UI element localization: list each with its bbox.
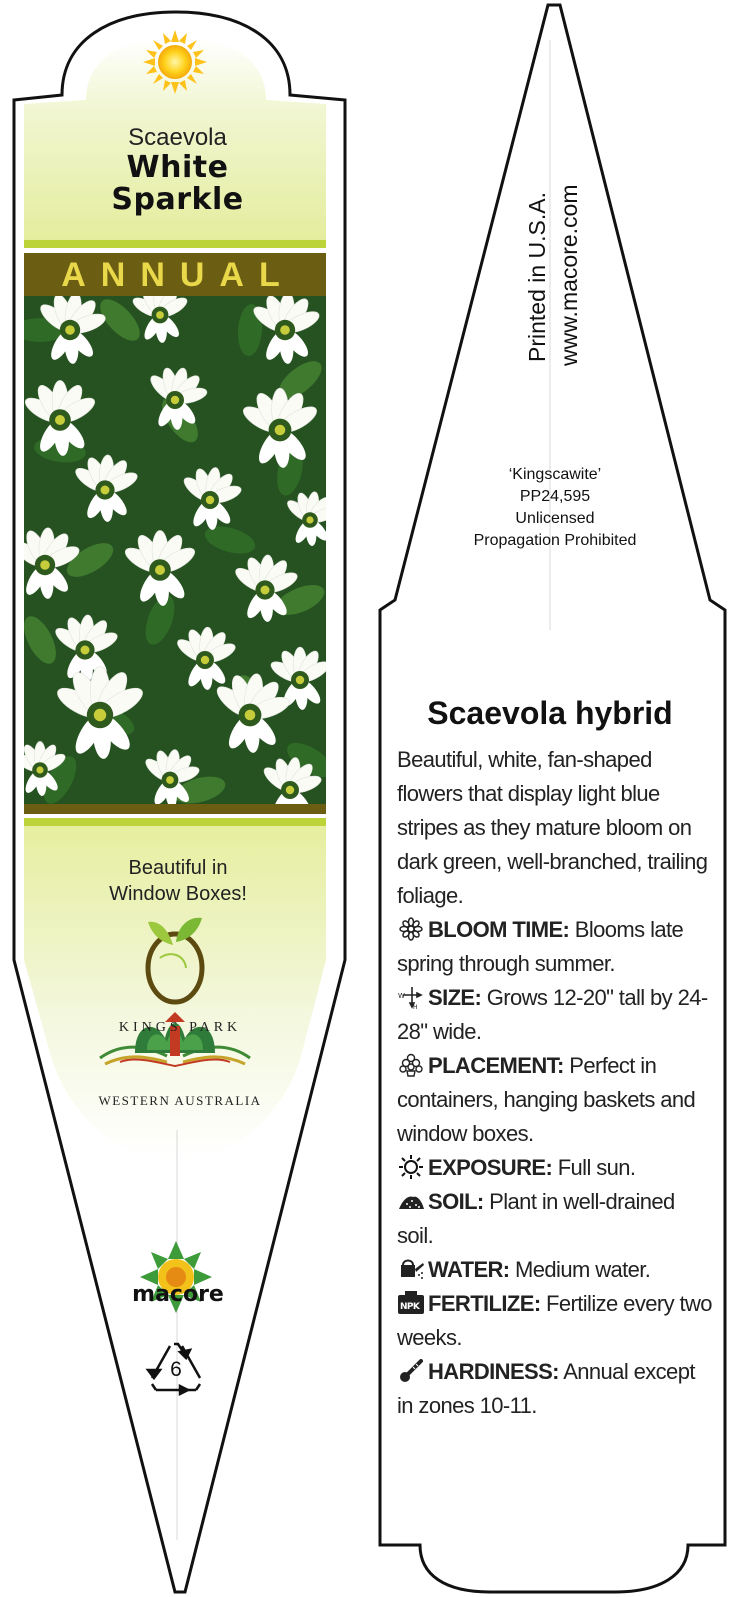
cultivar-line-2: Sparkle [111,182,244,217]
tagline-line-2: Window Boxes! [109,883,247,905]
care-text: Full sun. [552,1155,636,1180]
care-label: HARDINESS: [428,1359,559,1384]
legal-notice [430,464,680,552]
category-label: ANNUAL [61,256,295,294]
care-item-exposure [397,1151,712,1185]
care-label: SIZE: [428,985,482,1010]
legal-line: Unlicensed [515,510,595,527]
tagline-line-1: Beautiful in [128,857,228,879]
description: Beautiful, white, fan-shaped flowers that display light blue stripes as they mature bloom on dark green, well-branched, trailing foliage. [397,747,708,908]
placement-icon [397,1053,425,1077]
care-item-hardiness [397,1355,712,1423]
care-item-placement [397,1049,712,1151]
brand-kings-park: KINGS PARK [118,1020,242,1035]
thermometer-icon [397,1359,425,1383]
care-item-fertilize [397,1287,712,1355]
care-text: Blooms late spring through summer. [397,917,684,976]
care-text: Annual except in zones 10-11. [397,1359,695,1418]
care-label: SOIL: [428,1189,484,1214]
care-text: Grows 12-20" tall by 24-28" wide. [397,985,708,1044]
care-item-size [397,981,712,1049]
cultivar-line-1: White [126,150,229,185]
care-label: PLACEMENT: [428,1053,564,1078]
care-text: Perfect in containers, hanging baskets and window boxes. [397,1053,696,1146]
size-icon [397,985,425,1009]
plant-photo [10,284,339,820]
care-text: Medium water. [509,1257,651,1282]
recycle-code: 6 [170,1358,182,1381]
soil-icon [397,1189,425,1213]
care-item-soil [397,1185,712,1253]
plant-genus: Scaevola [128,124,227,151]
svg-text:NPK: NPK [400,1302,420,1312]
care-text: Fertilize every two weeks. [397,1291,712,1350]
cultivar-name [70,152,285,216]
care-label: WATER: [428,1257,510,1282]
legal-line: PP24,595 [519,488,591,505]
legal-line: ‘Kingscawite’ [508,466,602,483]
care-label: BLOOM TIME: [428,917,570,942]
care-info [397,743,712,1423]
npk-icon [397,1291,425,1315]
sun-icon [397,1155,425,1179]
tagline [40,855,316,907]
svg-text:W: W [398,992,405,1000]
front-tag [0,0,360,1597]
care-label: EXPOSURE: [428,1155,553,1180]
flower-icon [397,917,425,941]
care-item-water [397,1253,712,1287]
legal-line: Propagation Prohibited [473,532,637,549]
website: www.macore.com [556,184,582,366]
svg-text:H: H [413,1004,417,1009]
scientific-name: Scaevola hybrid [427,695,673,731]
brand-western-australia: WESTERN AUSTRALIA [98,1093,262,1108]
care-item-bloom-time [397,913,712,981]
producer-logo-text: macore [132,1282,224,1307]
care-text: Plant in well-drained soil. [397,1189,675,1248]
care-label: FERTILIZE: [428,1291,541,1316]
printed-in-usa: Printed in U.S.A. [524,191,550,362]
watering-can-icon [397,1257,425,1281]
